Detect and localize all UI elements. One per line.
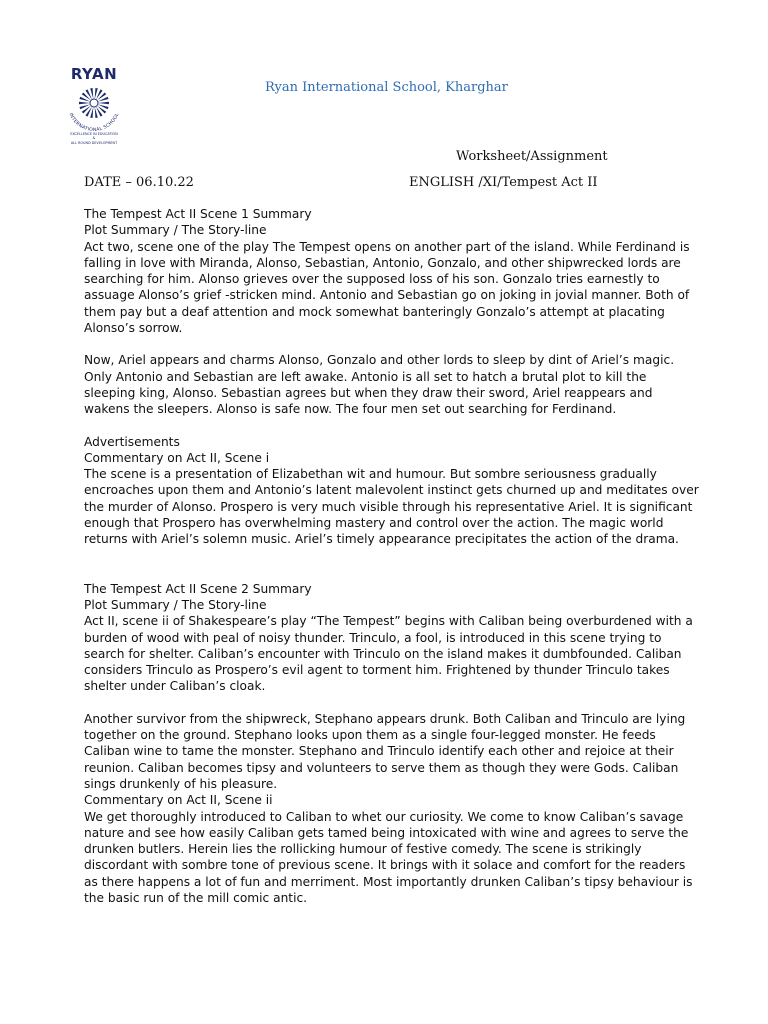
- logo-arc-text: INTERNATIONAL SCHOOL: [67, 112, 121, 131]
- subject-line: ENGLISH /XI/Tempest Act II: [409, 175, 598, 190]
- date-line: DATE – 06.10.22: [84, 175, 194, 190]
- logo-tagline-line: &: [92, 136, 96, 141]
- logo-tagline-line: ALL ROUND DEVELOPMENT: [70, 140, 118, 145]
- scene1-commentary-heading: Commentary on Act II, Scene i: [84, 450, 270, 465]
- logo-emblem-icon: [62, 83, 126, 131]
- advertisements-label: Advertisements: [84, 434, 180, 449]
- paragraph-spacer: [84, 336, 700, 352]
- scene2-commentary-heading: Commentary on Act II, Scene ii: [84, 793, 273, 808]
- scene2-title: The Tempest Act II Scene 2 Summary: [84, 581, 312, 596]
- scene1-paragraph: Now, Ariel appears and charms Alonso, Gonzalo and other lords to sleep by dint of Ariel’s magic. Only Antonio and Sebastian are left awake. Antonio is all set to hatch a brutal plot to kill the sleeping king, Alonso. Sebastian agrees but when they draw their sword, Ariel reappears and wakens the sleepers. Alonso is safe now. The four men set out searching for Ferdinand.: [84, 353, 675, 417]
- logo-tagline-line: EXCELLENCE IN EDUCATION: [70, 132, 118, 136]
- scene1-paragraph: Act two, scene one of the play The Tempest opens on another part of the island. While Ferdinand is falling in love with Miranda, Alonso, Sebastian, Antonio, Gonzalo, and other shipwrecked lords are searching for him. Alonso grieves over the supposed loss of his son. Gonzalo tries earnestly to assuage Alonso’s grief -stricken mind. Antonio and Sebastian go on joking in jovial manner. Both of them pay but a deaf attention and mock somewhat banteringly Gonzalo’s attempt at placating Alonso’s sorrow.: [84, 239, 690, 336]
- scene2-paragraph: Another survivor from the shipwreck, Stephano appears drunk. Both Caliban and Trinculo are lying together on the ground. Stephano looks upon them as a single four-legged monster. He feeds Caliban wine to tame the monster. Stephano and Trinculo identify each other and rejoice at their reunion. Caliban becomes tipsy and volunteers to serve them as though they were Gods. Caliban sings drunkenly of his pleasure.: [84, 711, 686, 791]
- scene1-plot-heading: Plot Summary / The Story-line: [84, 223, 267, 238]
- section-spacer: [84, 548, 700, 581]
- scene2-commentary: We get thoroughly introduced to Caliban to whet our curiosity. We come to know Caliban’s savage nature and see how easily Caliban gets tamed being intoxicated with wine and agrees to serve the drunken butlers. Herein lies the rollicking humour of festive comedy. The scene is strikingly discordant with sombre tone of previous scene. It brings with it solace and comfort for the readers as there happens a lot of fun and merriment. Most importantly drunken Caliban’s tipsy behaviour is the basic run of the mill comic antic.: [84, 809, 693, 905]
- school-name: Ryan International School, Kharghar: [265, 80, 508, 95]
- logo-tagline: [62, 132, 126, 145]
- worksheet-body: [84, 206, 700, 906]
- paragraph-spacer: [84, 695, 700, 711]
- paragraph-spacer: [84, 418, 700, 434]
- school-logo: [62, 66, 126, 150]
- logo-wordmark: RYAN: [70, 65, 118, 83]
- svg-text:INTERNATIONAL SCHOOL: [68, 112, 121, 131]
- scene2-plot-heading: Plot Summary / The Story-line: [84, 597, 267, 612]
- scene2-paragraph: Act II, scene ii of Shakespeare’s play “The Tempest” begins with Caliban being overburdened with a burden of wood with peal of noisy thunder. Trinculo, a fool, is introduced in this scene trying to search for shelter. Caliban’s encounter with Trinculo on the island makes it dumbfounded. Caliban considers Trinculo as Prospero’s evil agent to torment him. Frightened by thunder Trinculo takes shelter under Caliban’s cloak.: [84, 614, 693, 694]
- scene1-title: The Tempest Act II Scene 1 Summary: [84, 207, 312, 221]
- scene1-commentary: The scene is a presentation of Elizabethan wit and humour. But sombre seriousness gradually encroaches upon them and Antonio’s latent malevolent instinct gets churned up and meditates over the murder of Alonso. Prospero is very much visible through his representative Ariel. It is significant enough that Prospero has overwhelming mastery and control over the action. The magic world returns with Ariel’s solemn music. Ariel’s timely appearance precipitates the action of the drama.: [84, 467, 699, 547]
- worksheet-label: Worksheet/Assignment: [456, 149, 608, 164]
